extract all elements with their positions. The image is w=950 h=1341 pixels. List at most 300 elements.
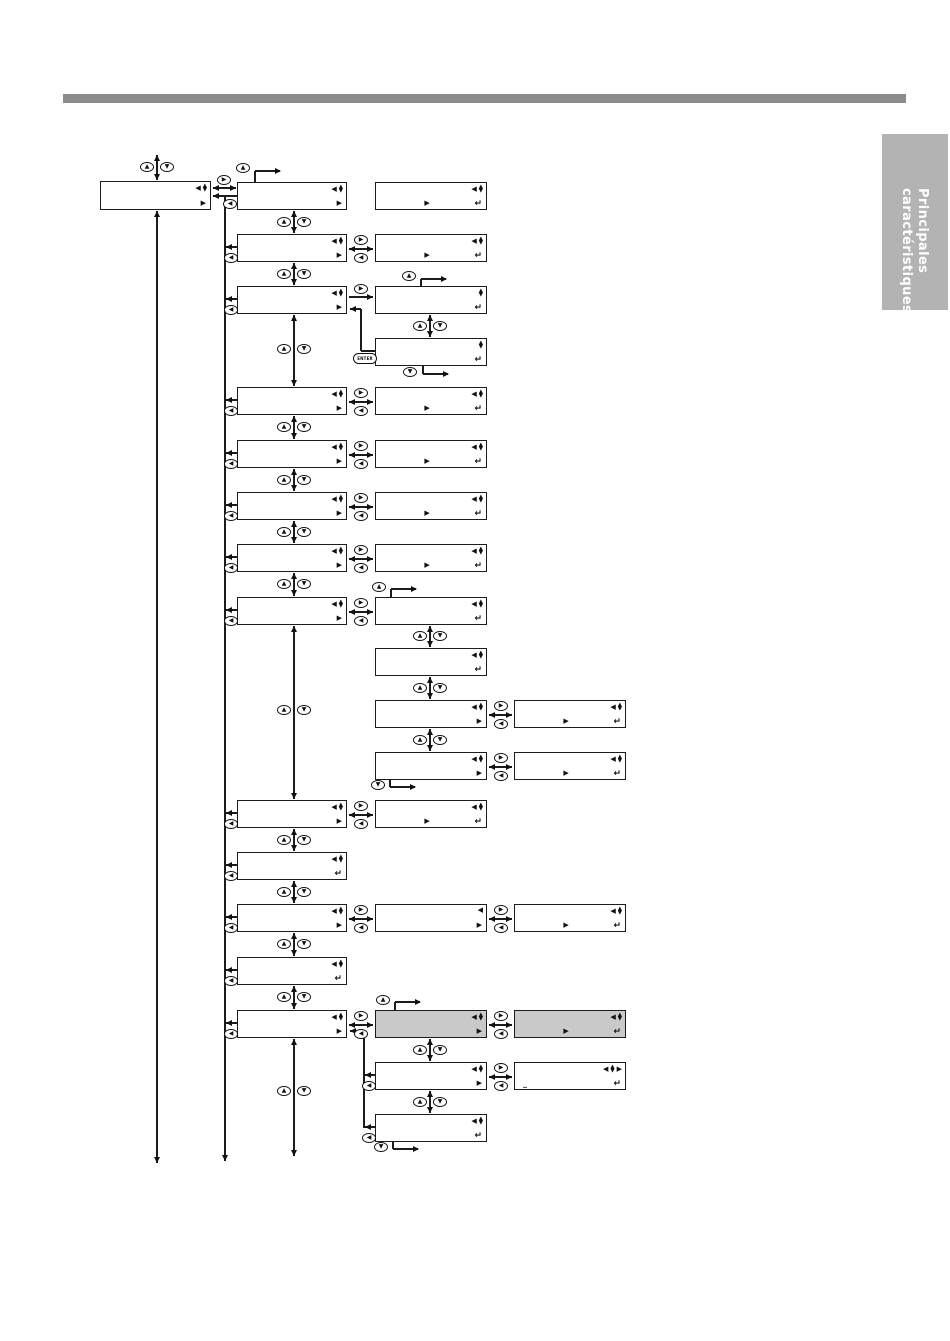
right-arrow-icon: ▶	[424, 817, 430, 825]
left-arrow-icon: ◀	[331, 494, 337, 503]
up-down-icon: ▲ ▼	[338, 1012, 343, 1023]
right-arrow-icon: ▶	[424, 199, 430, 207]
menu-screen-box	[375, 234, 487, 262]
screen-key-icons	[331, 803, 343, 812]
arrowhead	[291, 845, 297, 851]
left-button-icon: ◀	[354, 1029, 368, 1039]
menu-screen-box	[375, 338, 487, 366]
screen-key-icons	[331, 600, 343, 609]
down-button-icon: ▼	[433, 683, 447, 693]
left-button-icon: ◀	[224, 253, 238, 263]
enter-icon: ↵	[474, 404, 482, 414]
right-arrow-icon: ▶	[336, 251, 342, 259]
down-button-icon: ▼	[297, 705, 311, 715]
screen-key-icons	[471, 547, 483, 556]
left-button-icon: ◀	[494, 719, 508, 729]
screen-key-icons	[479, 341, 483, 350]
flow-line	[224, 196, 226, 1161]
screen-key-icons	[471, 600, 483, 609]
up-down-icon: ▲ ▼	[338, 494, 343, 505]
left-button-icon: ◀	[362, 1133, 376, 1143]
flow-line	[293, 626, 295, 799]
left-arrow-icon: ◀	[471, 494, 477, 503]
arrowhead	[291, 279, 297, 285]
menu-screen-box	[237, 597, 347, 625]
up-button-icon: ▲	[413, 631, 427, 641]
arrowhead	[226, 810, 232, 816]
arrowhead	[291, 227, 297, 233]
arrowhead	[154, 155, 160, 161]
screen-key-icons	[471, 1117, 483, 1126]
menu-screen-box	[375, 1062, 487, 1090]
menu-screen-box	[375, 800, 487, 828]
down-button-icon: ▼	[371, 780, 385, 790]
down-button-icon: ▼	[297, 527, 311, 537]
right-button-icon: ▶	[494, 905, 508, 915]
arrowhead	[275, 168, 281, 174]
arrowhead	[226, 554, 232, 560]
left-button-icon: ◀	[354, 819, 368, 829]
up-button-icon: ▲	[413, 321, 427, 331]
left-button-icon: ◀	[224, 511, 238, 521]
left-button-icon: ◀	[224, 976, 238, 986]
flow-line	[394, 1002, 396, 1010]
left-arrow-icon: ◀	[331, 288, 337, 297]
arrowhead	[506, 764, 512, 770]
left-button-icon: ◀	[494, 1081, 508, 1091]
arrowhead	[226, 1020, 232, 1026]
menu-screen-box	[375, 286, 487, 314]
left-arrow-icon: ◀	[602, 1064, 609, 1073]
arrowhead	[427, 1055, 433, 1061]
enter-icon: ↵	[474, 457, 482, 467]
down-button-icon: ▼	[433, 321, 447, 331]
right-arrow-icon: ▶	[476, 769, 482, 777]
right-arrow-icon: ▶	[336, 457, 342, 465]
menu-screen-box	[237, 957, 347, 985]
right-arrow-icon: ▶	[200, 199, 206, 207]
arrowhead	[226, 296, 232, 302]
screen-key-icons	[610, 755, 622, 764]
arrowhead	[154, 1157, 160, 1163]
left-button-icon: ◀	[224, 871, 238, 881]
left-arrow-icon: ◀	[195, 183, 201, 192]
enter-icon: ↵	[474, 303, 482, 313]
arrowhead	[226, 607, 232, 613]
screen-key-icons	[471, 703, 483, 712]
screen-key-icons	[471, 495, 483, 504]
down-button-icon: ▼	[297, 269, 311, 279]
up-down-icon: ▲ ▼	[478, 802, 483, 813]
arrowhead	[365, 1124, 371, 1130]
down-button-icon: ▼	[297, 475, 311, 485]
right-arrow-icon: ▶	[336, 921, 342, 929]
arrowhead	[350, 306, 356, 312]
down-button-icon: ▼	[433, 1097, 447, 1107]
arrowhead	[213, 185, 219, 191]
arrowhead	[349, 556, 355, 562]
arrowhead	[427, 693, 433, 699]
right-arrow-icon: ▶	[563, 769, 569, 777]
left-button-icon: ◀	[224, 305, 238, 315]
down-button-icon: ▼	[374, 1142, 388, 1152]
left-arrow-icon: ◀	[331, 236, 337, 245]
arrowhead	[291, 829, 297, 835]
up-down-icon: ▲ ▼	[478, 1116, 483, 1127]
down-button-icon: ▼	[433, 735, 447, 745]
up-down-icon: ▲ ▼	[478, 494, 483, 505]
up-down-icon: ▲ ▼	[478, 650, 483, 661]
up-button-icon: ▲	[277, 269, 291, 279]
arrowhead	[226, 502, 232, 508]
menu-screen-box	[375, 597, 487, 625]
arrowhead	[226, 967, 232, 973]
enter-button-icon: ENTER	[353, 353, 377, 364]
right-arrow-icon: ▶	[563, 717, 569, 725]
enter-icon: ↵	[613, 921, 621, 931]
up-button-icon: ▲	[413, 1097, 427, 1107]
menu-root-screen	[100, 181, 211, 210]
up-button-icon: ▲	[372, 582, 386, 592]
right-arrow-icon: ▶	[424, 457, 430, 465]
enter-icon: ↵	[474, 251, 482, 261]
screen-key-icons	[331, 1013, 343, 1022]
screen-key-icons	[331, 495, 343, 504]
arrowhead	[367, 1022, 373, 1028]
right-button-icon: ▶	[494, 753, 508, 763]
up-button-icon: ▲	[277, 887, 291, 897]
left-button-icon: ◀	[224, 406, 238, 416]
up-down-icon: ▲ ▼	[338, 854, 343, 865]
menu-screen-box	[375, 544, 487, 572]
left-button-icon: ◀	[224, 819, 238, 829]
enter-icon: ↵	[474, 355, 482, 365]
right-arrow-icon: ▶	[336, 817, 342, 825]
left-arrow-icon: ◀	[477, 906, 483, 914]
left-arrow-icon: ◀	[610, 906, 616, 915]
menu-screen-box	[375, 492, 487, 520]
arrowhead	[291, 1003, 297, 1009]
flow-line	[293, 315, 295, 386]
right-button-icon: ▶	[354, 598, 368, 608]
up-button-icon: ▲	[402, 271, 416, 281]
up-button-icon: ▲	[413, 735, 427, 745]
arrowhead	[427, 626, 433, 632]
up-button-icon: ▲	[277, 579, 291, 589]
up-down-icon: ▲ ▼	[617, 906, 622, 917]
menu-screen-box	[237, 492, 347, 520]
left-button-icon: ◀	[494, 1029, 508, 1039]
menu-screen-box	[514, 700, 626, 728]
arrowhead	[226, 862, 232, 868]
screen-key-icons	[471, 803, 483, 812]
arrowhead	[367, 609, 373, 615]
screen-key-icons	[331, 855, 343, 864]
arrowhead	[427, 1091, 433, 1097]
cursor-icon: _	[523, 1079, 527, 1088]
up-down-icon: ▲ ▼	[617, 702, 622, 713]
left-arrow-icon: ◀	[331, 599, 337, 608]
left-arrow-icon: ◀	[331, 802, 337, 811]
arrowhead	[367, 812, 373, 818]
left-arrow-icon: ◀	[471, 599, 477, 608]
up-down-icon: ▲ ▼	[338, 236, 343, 247]
arrowhead	[291, 793, 297, 799]
left-arrow-icon: ◀	[471, 389, 477, 398]
arrowhead	[427, 745, 433, 751]
up-down-icon: ▲ ▼	[338, 599, 343, 610]
up-down-icon: ▲ ▼	[478, 599, 483, 610]
arrowhead	[291, 315, 297, 321]
arrowhead	[367, 916, 373, 922]
arrowhead	[291, 380, 297, 386]
right-arrow-icon: ▶	[476, 921, 482, 929]
right-button-icon: ▶	[354, 801, 368, 811]
screen-key-icons	[471, 651, 483, 660]
arrowhead	[349, 399, 355, 405]
left-arrow-icon: ◀	[471, 1064, 477, 1073]
arrowhead	[506, 712, 512, 718]
arrowhead	[291, 950, 297, 956]
left-arrow-icon: ◀	[331, 389, 337, 398]
right-button-icon: ▶	[354, 1011, 368, 1021]
right-arrow-icon: ▶	[563, 921, 569, 929]
flow-line	[390, 589, 392, 597]
left-arrow-icon: ◀	[471, 802, 477, 811]
right-button-icon: ▶	[354, 235, 368, 245]
right-button-icon: ▶	[354, 905, 368, 915]
left-arrow-icon: ◀	[471, 184, 477, 193]
arrowhead	[489, 764, 495, 770]
up-down-icon: ▲ ▼	[478, 754, 483, 765]
arrowhead	[291, 537, 297, 543]
menu-screen-box	[375, 752, 487, 780]
arrowhead	[291, 469, 297, 475]
menu-screen-box	[237, 234, 347, 262]
screen-key-icons	[331, 443, 343, 452]
left-button-icon: ◀	[224, 923, 238, 933]
arrowhead	[291, 521, 297, 527]
menu-screen-box	[237, 286, 347, 314]
left-arrow-icon: ◀	[471, 650, 477, 659]
menu-screen-box	[237, 544, 347, 572]
left-arrow-icon: ◀	[471, 236, 477, 245]
down-button-icon: ▼	[160, 162, 174, 172]
arrowhead	[349, 812, 355, 818]
up-button-icon: ▲	[277, 475, 291, 485]
up-down-icon: ▲ ▼	[338, 389, 343, 400]
screen-key-icons	[195, 184, 207, 193]
arrowhead	[349, 452, 355, 458]
arrowhead	[427, 331, 433, 337]
screen-key-icons	[471, 185, 483, 194]
arrowhead	[413, 1146, 419, 1152]
up-button-icon: ▲	[277, 422, 291, 432]
left-arrow-icon: ◀	[471, 442, 477, 451]
left-arrow-icon: ◀	[471, 702, 477, 711]
arrowhead	[443, 371, 449, 377]
screen-key-icons	[331, 390, 343, 399]
enter-icon: ↵	[613, 769, 621, 779]
arrowhead	[427, 729, 433, 735]
down-button-icon: ▼	[433, 631, 447, 641]
left-button-icon: ◀	[494, 923, 508, 933]
arrowhead	[367, 246, 373, 252]
up-button-icon: ▲	[236, 163, 250, 173]
flow-line	[360, 309, 362, 351]
arrowhead	[291, 1039, 297, 1045]
down-button-icon: ▼	[297, 422, 311, 432]
up-down-icon: ▲ ▼	[610, 1064, 615, 1075]
menu-screen-box	[375, 700, 487, 728]
menu-screen-box	[237, 904, 347, 932]
screen-key-icons	[479, 289, 483, 298]
right-button-icon: ▶	[354, 284, 368, 294]
arrowhead	[222, 1155, 228, 1161]
enter-icon: ↵	[613, 717, 621, 727]
left-arrow-icon: ◀	[331, 959, 337, 968]
arrowhead	[489, 1074, 495, 1080]
menu-screen-box	[375, 648, 487, 676]
left-arrow-icon: ◀	[610, 754, 616, 763]
down-button-icon: ▼	[297, 579, 311, 589]
right-arrow-icon: ▶	[476, 717, 482, 725]
arrowhead	[427, 677, 433, 683]
up-button-icon: ▲	[277, 992, 291, 1002]
left-arrow-icon: ◀	[331, 854, 337, 863]
screen-key-icons	[331, 289, 343, 298]
up-button-icon: ▲	[277, 344, 291, 354]
right-arrow-icon: ▶	[424, 561, 430, 569]
arrowhead	[291, 485, 297, 491]
left-button-icon: ◀	[354, 459, 368, 469]
menu-screen-box	[237, 387, 347, 415]
up-button-icon: ▲	[277, 835, 291, 845]
arrowhead	[367, 294, 373, 300]
section-divider-bar	[63, 94, 906, 103]
enter-icon: ↵	[613, 1027, 621, 1037]
arrowhead	[427, 1039, 433, 1045]
up-down-icon: ▲ ▼	[338, 802, 343, 813]
left-arrow-icon: ◀	[331, 1012, 337, 1021]
left-button-icon: ◀	[494, 771, 508, 781]
menu-screen-box	[514, 1062, 626, 1090]
arrowhead	[349, 609, 355, 615]
enter-icon: ↵	[334, 869, 342, 879]
chapter-tab-label-line2: caractéristiques	[899, 188, 914, 314]
screen-key-icons	[610, 703, 622, 712]
right-button-icon: ▶	[217, 175, 231, 185]
up-down-icon: ▲ ▼	[478, 184, 483, 195]
arrowhead	[154, 211, 160, 217]
up-button-icon: ▲	[277, 217, 291, 227]
screen-key-icons	[610, 907, 622, 916]
screen-key-icons	[471, 755, 483, 764]
arrowhead	[411, 586, 417, 592]
right-arrow-icon: ▶	[336, 561, 342, 569]
arrowhead	[291, 626, 297, 632]
menu-screen-box	[514, 904, 626, 932]
arrowhead	[226, 244, 232, 250]
menu-screen-box	[375, 440, 487, 468]
arrowhead	[367, 556, 373, 562]
menu-screen-box	[375, 182, 487, 210]
menu-screen-box	[237, 1010, 347, 1038]
right-button-icon: ▶	[354, 441, 368, 451]
screen-key-icons	[331, 237, 343, 246]
enter-icon: ↵	[474, 1131, 482, 1141]
up-down-icon: ▲ ▼	[478, 702, 483, 713]
up-down-icon: ▲ ▼	[617, 754, 622, 765]
arrowhead	[291, 986, 297, 992]
arrowhead	[291, 590, 297, 596]
right-button-icon: ▶	[354, 388, 368, 398]
arrowhead	[506, 1022, 512, 1028]
down-button-icon: ▼	[297, 887, 311, 897]
arrowhead	[367, 399, 373, 405]
up-down-icon: ▲ ▼	[478, 1012, 483, 1023]
arrowhead	[291, 211, 297, 217]
menu-screen-box	[237, 440, 347, 468]
right-arrow-icon: ▶	[424, 404, 430, 412]
right-button-icon: ▶	[494, 701, 508, 711]
up-down-icon: ▲ ▼	[338, 959, 343, 970]
right-button-icon: ▶	[354, 545, 368, 555]
arrowhead	[489, 1022, 495, 1028]
down-button-icon: ▼	[297, 835, 311, 845]
left-button-icon: ◀	[224, 459, 238, 469]
left-button-icon: ◀	[362, 1081, 376, 1091]
up-down-icon: ▲ ▼	[202, 183, 207, 194]
arrowhead	[489, 916, 495, 922]
right-arrow-icon: ▶	[336, 199, 342, 207]
arrowhead	[415, 999, 421, 1005]
left-arrow-icon: ◀	[471, 1012, 477, 1021]
arrowhead	[441, 276, 447, 282]
arrowhead	[226, 914, 232, 920]
enter-icon: ↵	[474, 199, 482, 209]
right-arrow-icon: ▶	[336, 1027, 342, 1035]
arrowhead	[291, 573, 297, 579]
down-button-icon: ▼	[297, 939, 311, 949]
menu-screen-box	[237, 852, 347, 880]
screen-key-icons	[471, 390, 483, 399]
right-button-icon: ▶	[354, 493, 368, 503]
arrowhead	[489, 712, 495, 718]
arrowhead	[506, 1074, 512, 1080]
arrowhead	[213, 193, 219, 199]
flow-line	[156, 211, 158, 1163]
right-arrow-icon: ▶	[616, 1064, 622, 1073]
menu-screen-box	[375, 1114, 487, 1142]
arrowhead	[230, 185, 236, 191]
arrowhead	[506, 916, 512, 922]
screen-key-icons	[478, 907, 483, 914]
arrowhead	[154, 174, 160, 180]
screen-key-icons	[331, 960, 343, 969]
screen-key-icons	[471, 443, 483, 452]
arrowhead	[427, 641, 433, 647]
up-down-icon: ▲ ▼	[478, 340, 483, 351]
right-arrow-icon: ▶	[476, 1079, 482, 1087]
up-button-icon: ▲	[413, 683, 427, 693]
up-down-icon: ▲ ▼	[338, 184, 343, 195]
up-down-icon: ▲ ▼	[478, 288, 483, 299]
up-button-icon: ▲	[376, 995, 390, 1005]
up-button-icon: ▲	[277, 705, 291, 715]
arrowhead	[365, 1072, 371, 1078]
arrowhead	[291, 263, 297, 269]
